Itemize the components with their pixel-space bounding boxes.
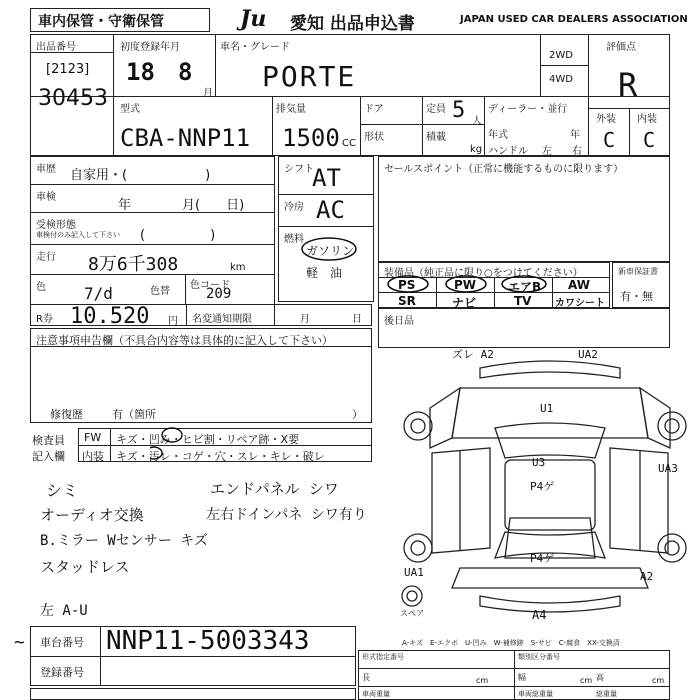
repair-label: 修復歴: [50, 408, 83, 421]
inspector-interior-items: キズ・汚レ・コゲ・穴・スレ・キレ・破レ: [116, 450, 325, 463]
acceptance-value: ( ): [140, 228, 216, 243]
price-label: R券: [36, 314, 53, 325]
association-name: JAPAN USED CAR DEALERS ASSOCIATION: [460, 14, 688, 25]
equipment-circles: [378, 262, 610, 308]
form-title: 愛知 出品申込書: [290, 14, 415, 34]
fuel-gasoline: ガソリン: [306, 244, 355, 258]
selling-points-label: セールスポイント（正常に機能するものに限ります）: [384, 164, 624, 175]
acceptance-note: 車検付のみ記入して下さい: [36, 231, 120, 239]
length-label: 長: [362, 673, 370, 682]
mark-u1: U1: [540, 402, 554, 415]
chassis-label: 車台番号: [40, 636, 84, 649]
gross-label: 車両総重量: [518, 690, 553, 698]
color-value: 7/d: [84, 284, 113, 303]
drive-4wd: 4WD: [549, 74, 573, 85]
displacement-label: 排気量: [276, 104, 306, 115]
note-left-au: 左 A-U: [40, 603, 88, 619]
shift-value: AT: [312, 164, 341, 192]
color-code-value: 209: [206, 286, 232, 302]
history-label: 車歴: [36, 164, 56, 175]
doors-label: ドア: [364, 104, 384, 115]
inspector-fw: FW: [84, 431, 102, 444]
lot-number: 30453: [38, 86, 108, 111]
mark-ua3: UA3: [658, 462, 678, 475]
shift-label: シフト: [284, 164, 314, 175]
rear-items-frame: [378, 308, 670, 348]
price-unit: 円: [168, 316, 178, 327]
capacity-unit: 人: [472, 116, 482, 127]
ju-logo: Ju: [240, 6, 267, 32]
name-change-month: 月: [300, 314, 310, 325]
load-label: 積載: [426, 132, 446, 143]
price-value: 10.520: [70, 304, 150, 329]
registration-month: 8: [178, 58, 193, 86]
equip-pw: PW: [454, 278, 477, 292]
interior-label: 内装: [637, 114, 657, 125]
mileage-label: 走行: [36, 252, 56, 263]
type-designation-label: 形式指定番号: [362, 653, 404, 661]
repair-value: 有（箇所: [112, 408, 156, 421]
width-unit: cm: [580, 676, 593, 685]
note-door-panel: 左右ドインパネ シワ有り: [206, 507, 367, 523]
displacement-unit: CC: [342, 138, 356, 149]
equip-seat: カワシート: [555, 298, 605, 309]
inspection-year: 年: [118, 198, 132, 213]
note-end-panel: エンドパネル シワ: [210, 480, 339, 498]
name-change-day: 日: [352, 314, 362, 325]
mark-ua1: UA1: [404, 566, 424, 579]
equip-tv: TV: [514, 294, 532, 308]
note-studless: スタッドレス: [40, 558, 130, 576]
width-label: 幅: [518, 673, 526, 682]
cooling-value: AC: [316, 196, 345, 224]
damage-legend: A-キズ E-エクボ U-凹み W-補修跡 S-サビ C-腐食 XX-交換済: [402, 639, 620, 647]
equip-ps: PS: [398, 278, 416, 292]
inspector-label-1: 検査員: [32, 434, 65, 447]
equip-navi: ナビ: [452, 296, 477, 310]
mileage-unit: km: [230, 262, 246, 273]
handle-label: ハンドル: [488, 146, 528, 157]
reg-number-label: 登録番号: [40, 666, 84, 679]
height-label: 高: [596, 673, 604, 682]
mark-u3: U3: [532, 456, 546, 469]
history-value: 自家用・( ): [70, 168, 211, 183]
model-name: PORTE: [262, 60, 357, 93]
lot-bracket: [2123]: [46, 62, 90, 77]
mark-a2-top: ズレ A2: [452, 348, 494, 361]
warranty-label: 新車保証書: [618, 267, 658, 276]
load-unit: kg: [470, 144, 483, 155]
drive-2wd: 2WD: [549, 50, 573, 61]
gasoline-circle: [300, 236, 358, 262]
capacity-label: 定員: [426, 104, 446, 115]
inspector-label-2: 記入欄: [32, 450, 65, 463]
mark-p4-lower: P4ゲ: [530, 552, 555, 565]
lot-label: 出品番号: [36, 42, 76, 53]
bottom-strip: [30, 688, 356, 700]
acceptance-label: 受検形態: [36, 220, 76, 231]
repair-close: ）: [352, 408, 363, 421]
color-change-label: 色替: [150, 286, 170, 297]
registration-year: 18: [126, 58, 155, 86]
fuel-light-oil: 軽 油: [306, 266, 343, 280]
cooling-label: 冷房: [284, 202, 304, 213]
mark-a2-right: A2: [640, 570, 654, 583]
equip-aw: AW: [568, 278, 590, 292]
model-year-unit: 年: [570, 130, 580, 141]
interior-grade: C: [643, 128, 656, 152]
color-label: 色: [36, 282, 46, 293]
total-label: 総重量: [596, 690, 617, 698]
capacity-value: 5: [452, 98, 466, 123]
inspection-month: 月( 日): [182, 198, 245, 213]
mark-p4-upper: P4ゲ: [530, 480, 555, 493]
name-change-label: 名変通知期限: [192, 314, 252, 325]
grade-label: 評価点: [606, 42, 636, 53]
storage-label: 車内保管・守衛保管: [38, 14, 164, 30]
type-label: 型式: [120, 104, 140, 115]
warranty-value: 有・無: [620, 290, 653, 303]
inspector-fw-items: キズ・凹み・ヒビ割・リペア跡・X要: [116, 433, 300, 446]
inspection-label: 車検: [36, 192, 56, 203]
handle-right: 右: [572, 146, 582, 157]
exterior-grade: C: [603, 128, 616, 152]
grade-score: R: [618, 66, 638, 104]
rear-items-label: 後日品: [384, 316, 414, 327]
notes-label: 注意事項申告欄（不具合内容等は具体的に記入して下さい）: [36, 334, 333, 347]
inspector-circles: [150, 426, 210, 466]
handle-left: 左: [542, 146, 552, 157]
note-audio: オーディオ交換: [40, 506, 144, 524]
equip-airbag: エアB: [508, 280, 542, 294]
chassis-value: NNP11-5003343: [106, 626, 310, 656]
mileage-value: 8万6千308: [88, 254, 179, 275]
note-mirror: B.ミラー Wセンサー キズ: [40, 533, 208, 549]
type-value: CBA-NNP11: [120, 124, 251, 152]
fuel-label: 燃料: [284, 234, 304, 245]
length-unit: cm: [476, 676, 489, 685]
category-label: 類別区分番号: [518, 653, 560, 661]
dealer-label: ディーラー・並行: [488, 104, 568, 115]
registration-month-unit: 月: [203, 88, 213, 99]
weight-label: 車両重量: [362, 690, 390, 698]
equipment-label: 装備品（純正品に限り○をつけてください）: [384, 268, 583, 279]
model-label: 車名・グレード: [220, 42, 290, 53]
mark-a4: A4: [532, 608, 547, 622]
check-mark: ~: [14, 632, 25, 653]
registration-label: 初度登録年月: [120, 42, 180, 53]
spare-label: スペア: [400, 609, 424, 618]
color-code-label: 色コード: [190, 280, 230, 291]
inspector-interior: 内装: [82, 450, 104, 463]
height-unit: cm: [652, 676, 665, 685]
mark-ua2: UA2: [578, 348, 598, 361]
equip-sr: SR: [398, 294, 416, 308]
note-stain: シミ: [46, 481, 79, 500]
model-year-label: 年式: [488, 130, 508, 141]
exterior-label: 外装: [596, 114, 616, 125]
displacement-value: 1500: [282, 124, 340, 152]
shape-label: 形状: [364, 132, 384, 143]
